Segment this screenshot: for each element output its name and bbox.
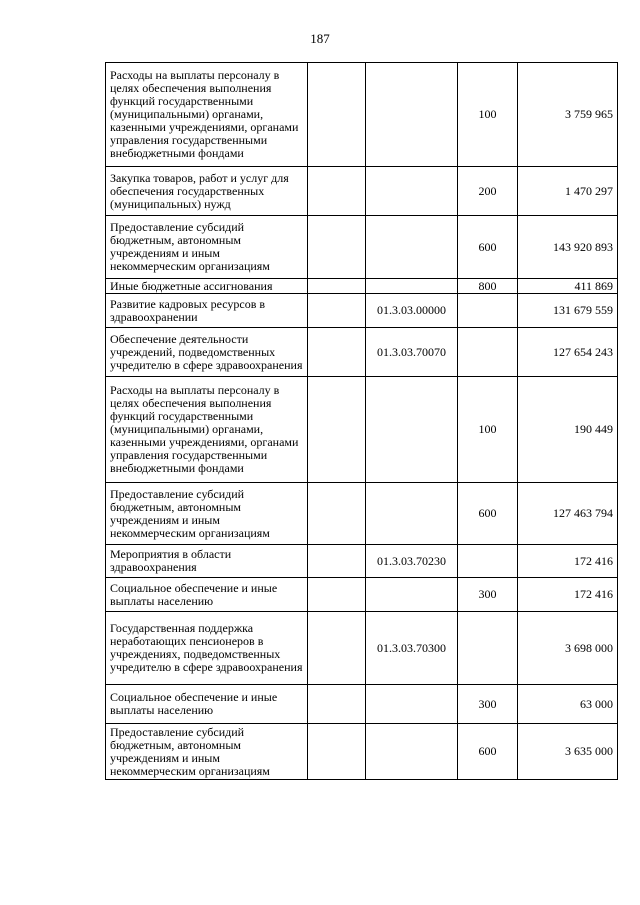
table-row bbox=[106, 63, 618, 167]
expense-kind: 600 bbox=[458, 483, 518, 545]
expense-kind bbox=[458, 328, 518, 377]
item-code: 01.3.03.70070 bbox=[366, 328, 458, 377]
item-code bbox=[366, 216, 458, 279]
blank-cell bbox=[308, 612, 366, 685]
expense-kind bbox=[458, 294, 518, 328]
item-code bbox=[366, 483, 458, 545]
budget-table bbox=[105, 62, 618, 780]
expense-kind: 300 bbox=[458, 685, 518, 724]
table-row bbox=[106, 216, 618, 279]
blank-cell bbox=[308, 724, 366, 780]
item-sum: 143 920 893 bbox=[518, 216, 618, 279]
item-name: Расходы на выплаты персоналу в целях обеспечения выполнения функций государственными (муниципальными) органами, казенными учреждениями, органами управления государственными внебюджетными фондами bbox=[106, 377, 308, 483]
item-name: Предоставление субсидий бюджетным, автономным учреждениям и иным некоммерческим организациям bbox=[106, 216, 308, 279]
table-row bbox=[106, 685, 618, 724]
item-code: 01.3.03.70230 bbox=[366, 545, 458, 578]
table-row bbox=[106, 279, 618, 294]
expense-kind: 600 bbox=[458, 216, 518, 279]
table-row bbox=[106, 578, 618, 612]
table-row bbox=[106, 294, 618, 328]
blank-cell bbox=[308, 167, 366, 216]
expense-kind bbox=[458, 545, 518, 578]
blank-cell bbox=[308, 328, 366, 377]
item-sum: 131 679 559 bbox=[518, 294, 618, 328]
item-name: Расходы на выплаты персоналу в целях обеспечения выполнения функций государственными (муниципальными) органами, казенными учреждениями, органами управления государственными внебюджетными фондами bbox=[106, 63, 308, 167]
blank-cell bbox=[308, 63, 366, 167]
item-code bbox=[366, 167, 458, 216]
expense-kind: 800 bbox=[458, 279, 518, 294]
item-name: Иные бюджетные ассигнования bbox=[106, 279, 308, 294]
blank-cell bbox=[308, 216, 366, 279]
table-row bbox=[106, 545, 618, 578]
table-row bbox=[106, 612, 618, 685]
item-code bbox=[366, 377, 458, 483]
item-code bbox=[366, 279, 458, 294]
table-row bbox=[106, 167, 618, 216]
item-code bbox=[366, 578, 458, 612]
item-sum: 63 000 bbox=[518, 685, 618, 724]
expense-kind: 300 bbox=[458, 578, 518, 612]
item-sum: 172 416 bbox=[518, 545, 618, 578]
item-sum: 411 869 bbox=[518, 279, 618, 294]
item-code bbox=[366, 63, 458, 167]
page-number: 187 bbox=[310, 31, 330, 46]
item-sum: 1 470 297 bbox=[518, 167, 618, 216]
table-row bbox=[106, 328, 618, 377]
expense-kind bbox=[458, 612, 518, 685]
item-name: Социальное обеспечение и иные выплаты населению bbox=[106, 685, 308, 724]
item-sum: 172 416 bbox=[518, 578, 618, 612]
item-sum: 127 654 243 bbox=[518, 328, 618, 377]
item-name: Закупка товаров, работ и услуг для обеспечения государственных (муниципальных) нужд bbox=[106, 167, 308, 216]
item-code: 01.3.03.00000 bbox=[366, 294, 458, 328]
item-sum: 3 635 000 bbox=[518, 724, 618, 780]
item-name: Предоставление субсидий бюджетным, автономным учреждениям и иным некоммерческим организациям bbox=[106, 724, 308, 780]
item-name: Обеспечение деятельности учреждений, подведомственных учредителю в сфере здравоохранения bbox=[106, 328, 308, 377]
item-code bbox=[366, 685, 458, 724]
blank-cell bbox=[308, 545, 366, 578]
item-sum: 190 449 bbox=[518, 377, 618, 483]
expense-kind: 100 bbox=[458, 63, 518, 167]
item-name: Государственная поддержка неработающих пенсионеров в учреждениях, подведомственных учредителю в сфере здравоохранения bbox=[106, 612, 308, 685]
item-sum: 3 698 000 bbox=[518, 612, 618, 685]
table-row bbox=[106, 377, 618, 483]
item-code: 01.3.03.70300 bbox=[366, 612, 458, 685]
table-row bbox=[106, 483, 618, 545]
item-sum: 127 463 794 bbox=[518, 483, 618, 545]
expense-kind: 200 bbox=[458, 167, 518, 216]
item-name: Предоставление субсидий бюджетным, автономным учреждениям и иным некоммерческим организациям bbox=[106, 483, 308, 545]
blank-cell bbox=[308, 685, 366, 724]
blank-cell bbox=[308, 279, 366, 294]
blank-cell bbox=[308, 483, 366, 545]
item-name: Социальное обеспечение и иные выплаты населению bbox=[106, 578, 308, 612]
table-row bbox=[106, 724, 618, 780]
item-sum: 3 759 965 bbox=[518, 63, 618, 167]
blank-cell bbox=[308, 578, 366, 612]
blank-cell bbox=[308, 377, 366, 483]
item-name: Мероприятия в области здравоохранения bbox=[106, 545, 308, 578]
item-code bbox=[366, 724, 458, 780]
blank-cell bbox=[308, 294, 366, 328]
expense-kind: 100 bbox=[458, 377, 518, 483]
item-name: Развитие кадровых ресурсов в здравоохранении bbox=[106, 294, 308, 328]
expense-kind: 600 bbox=[458, 724, 518, 780]
